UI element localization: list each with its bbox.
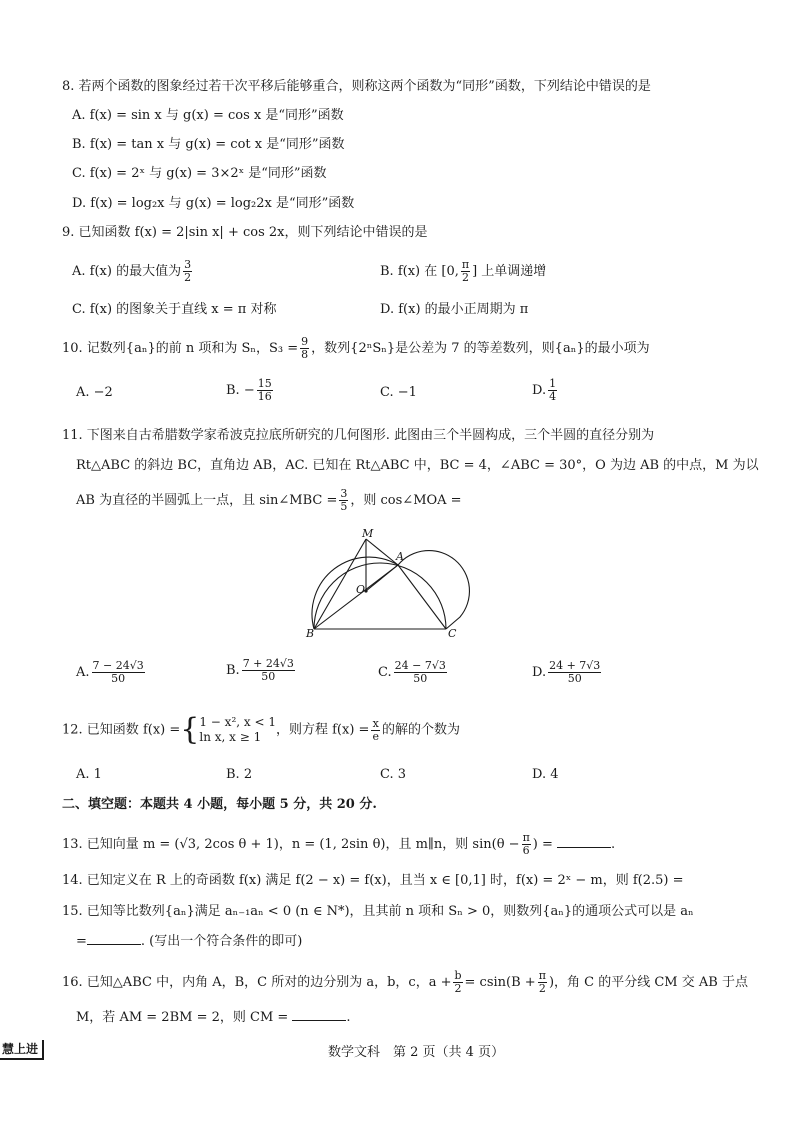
section-heading-fill-in: 二、填空题：本题共 4 小题，每小题 5 分，共 20 分. xyxy=(62,797,377,812)
q12-option-b: B. 2 xyxy=(226,767,253,782)
q9-option-b: B. f(x) 在 [0, $\frac{\pi}{2}$ ] 上单调递增 xyxy=(380,258,547,284)
q16-line1: 16. 已知△ABC 中，内角 A，B，C 所对的边分别为 a，b，c，a + $\frac{b}{2}$ = csin(B + $\frac{\pi}{2}$ )，角 C 的平分线 CM 交 AB 于点 xyxy=(62,969,748,995)
hippocrates-figure xyxy=(300,525,480,640)
q12-option-d: D. 4 xyxy=(532,767,559,782)
q11-option-d: D. $\frac{24 + 7√3}{50}$ xyxy=(532,659,601,685)
label-m: M xyxy=(362,527,374,540)
q16-answer-blank xyxy=(292,1008,346,1021)
segment-ma xyxy=(366,539,398,565)
q10-stem: 10. 记数列{aₙ}的前 n 项和为 Sₙ，S₃ = $\frac{9}{8}$ ，数列{2ⁿSₙ}是公差为 7 的等差数列，则{aₙ}的最小项为 xyxy=(62,335,650,361)
q10-option-c: C. −1 xyxy=(380,385,417,400)
q12-stem: 12. 已知函数 f(x) ={ 1 − x², x < 1 ln x, x ≥ 1 ，则方程 f(x) = $\frac{x}{e}$ 的解的个数为 xyxy=(62,712,460,747)
q13-stem: 13. 已知向量 m = (√3, 2cos θ + 1)，n = (1, 2sin θ)，且 m∥n，则 sin(θ − $\frac{\pi}{6}$ ) = . xyxy=(62,831,616,857)
q12-option-a: A. 1 xyxy=(76,767,102,782)
q11-option-b: B. $\frac{7 + 24√3}{50}$ xyxy=(226,657,294,683)
q13-answer-blank xyxy=(557,835,611,848)
q11-line2: Rt△ABC 的斜边 BC，直角边 AB，AC. 已知在 Rt△ABC 中，BC = 4，∠ABC = 30°，O 为边 AB 的中点，M 为以 xyxy=(76,458,759,473)
q8-option-c: C. f(x) = 2ˣ 与 g(x) = 3×2ˣ 是“同形”函数 xyxy=(72,166,327,181)
q12-option-c: C. 3 xyxy=(380,767,407,782)
q11-option-a: A. $\frac{7 - 24√3}{50}$ xyxy=(76,659,144,685)
q11-line3: AB 为直径的半圆弧上一点，且 sin∠MBC = $\frac{3}{5}$ ，则 cos∠MOA = xyxy=(76,487,462,513)
label-b: B xyxy=(306,627,315,640)
q16-line2: M，若 AM = 2BM = 2，则 CM = . xyxy=(76,1010,351,1025)
stamp-logo: 慧上进 xyxy=(0,1040,44,1060)
page-footer: 数学文科 第 2 页（共 4 页） xyxy=(328,1045,505,1060)
segment-ac xyxy=(398,565,446,629)
semicircle-bc xyxy=(314,563,446,629)
q11-line1: 11. 下图来自古希腊数学家希波克拉底所研究的几何图形. 此图由三个半圆构成，三个半圆的直径分别为 xyxy=(62,428,655,443)
q11-option-c: C. $\frac{24 - 7√3}{50}$ xyxy=(378,659,446,685)
q10-option-d: D. $\frac{1}{4}$ xyxy=(532,377,557,403)
q8-option-b: B. f(x) = tan x 与 g(x) = cot x 是“同形”函数 xyxy=(72,137,345,152)
q15-line2: = . (写出一个符合条件的即可) xyxy=(76,934,303,949)
q9-option-a: A. f(x) 的最大值为 $\frac{3}{2}$ xyxy=(72,258,192,284)
q9-option-c: C. f(x) 的图象关于直线 x = π 对称 xyxy=(72,302,277,317)
q8-option-d: D. f(x) = log₂x 与 g(x) = log₂2x 是“同形”函数 xyxy=(72,196,355,211)
q8-option-a: A. f(x) = sin x 与 g(x) = cos x 是“同形”函数 xyxy=(72,108,344,123)
q14-stem: 14. 已知定义在 R 上的奇函数 f(x) 满足 f(2 − x) = f(x)，且当 x ∈ [0,1] 时，f(x) = 2ˣ − m，则 f(2.5) = xyxy=(62,873,684,888)
q10-option-a: A. −2 xyxy=(76,385,113,400)
label-o: O xyxy=(356,583,366,596)
q10-option-b: B. − $\frac{15}{16}$ xyxy=(226,377,272,403)
segment-oa xyxy=(366,565,398,591)
q9-option-d: D. f(x) 的最小正周期为 π xyxy=(380,302,529,317)
label-a: A xyxy=(396,550,404,563)
q8-stem: 8. 若两个函数的图象经过若干次平移后能够重合，则称这两个函数为“同形”函数，下列结论中错误的是 xyxy=(62,79,651,94)
label-c: C xyxy=(448,627,457,640)
q15-answer-blank xyxy=(87,932,141,945)
q9-stem: 9. 已知函数 f(x) = 2|sin x| + cos 2x，则下列结论中错误的是 xyxy=(62,225,428,240)
q15-line1: 15. 已知等比数列{aₙ}满足 aₙ₋₁aₙ < 0 (n ∈ N*)，且其前 n 项和 Sₙ > 0，则数列{aₙ}的通项公式可以是 aₙ xyxy=(62,904,694,919)
